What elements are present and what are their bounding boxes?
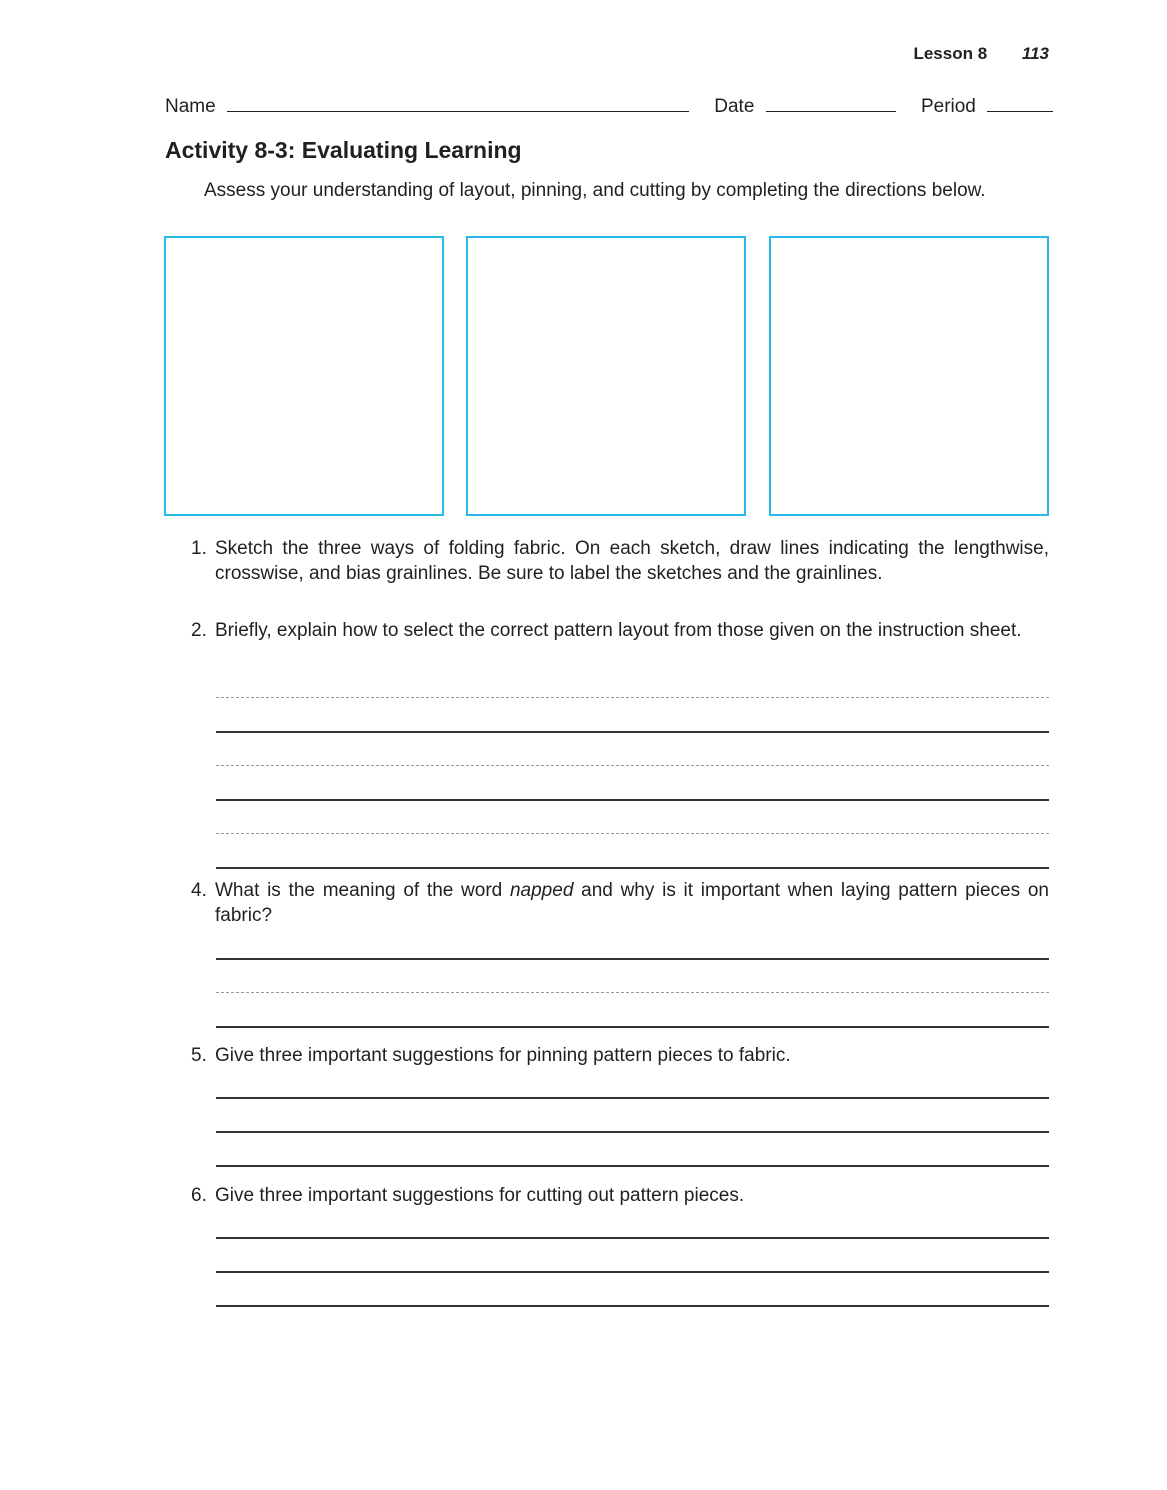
answer-line[interactable] bbox=[216, 992, 1049, 993]
answer-line[interactable] bbox=[216, 833, 1049, 834]
answer-line[interactable] bbox=[216, 1097, 1049, 1099]
answer-line[interactable] bbox=[216, 867, 1049, 869]
answer-line[interactable] bbox=[216, 697, 1049, 698]
question-number: 1. bbox=[191, 538, 207, 559]
name-field[interactable] bbox=[227, 110, 689, 112]
question-text: Briefly, explain how to select the correct pattern layout from those given on the instruction sheet. bbox=[215, 620, 1022, 641]
answer-line[interactable] bbox=[216, 1271, 1049, 1273]
question-text: Give three important suggestions for cutting out pattern pieces. bbox=[215, 1185, 745, 1206]
lesson-label: Lesson 8 bbox=[913, 44, 988, 63]
page-number: 113 bbox=[1021, 44, 1049, 63]
period-field[interactable] bbox=[987, 110, 1053, 112]
answer-line[interactable] bbox=[216, 765, 1049, 766]
sketch-box-3[interactable] bbox=[769, 236, 1049, 516]
question-number: 5. bbox=[191, 1045, 207, 1066]
answer-line[interactable] bbox=[216, 731, 1049, 733]
answer-line[interactable] bbox=[216, 1305, 1049, 1307]
question-number: 2. bbox=[191, 620, 207, 641]
answer-line[interactable] bbox=[216, 958, 1049, 960]
question-number: 6. bbox=[191, 1185, 207, 1206]
question-text: Give three important suggestions for pinning pattern pieces to fabric. bbox=[215, 1045, 791, 1066]
question-2 bbox=[165, 618, 1049, 643]
date-field[interactable] bbox=[766, 110, 896, 112]
activity-title: Activity 8-3: Evaluating Learning bbox=[165, 137, 522, 163]
question-5 bbox=[165, 1043, 1049, 1068]
question-4 bbox=[165, 878, 1049, 928]
question-1 bbox=[165, 536, 1049, 586]
question-text: Sketch the three ways of folding fabric. On each sketch, draw lines indicating the lengthwise, crosswise, and bias grainlines. Be sure to label the sketches and the grainlines. bbox=[215, 538, 1049, 584]
answer-line[interactable] bbox=[216, 1026, 1049, 1028]
name-label: Name bbox=[165, 96, 216, 117]
sketch-box-1[interactable] bbox=[164, 236, 444, 516]
answer-line[interactable] bbox=[216, 1165, 1049, 1167]
sketch-box-2[interactable] bbox=[466, 236, 746, 516]
question-6 bbox=[165, 1183, 1049, 1208]
answer-line[interactable] bbox=[216, 1237, 1049, 1239]
period-label: Period bbox=[920, 96, 976, 117]
activity-intro: Assess your understanding of layout, pinning, and cutting by completing the directions below. bbox=[204, 180, 986, 201]
date-label: Date bbox=[714, 96, 755, 117]
page-header bbox=[913, 44, 1049, 64]
student-info-row bbox=[165, 96, 1049, 118]
question-number: 4. bbox=[191, 880, 207, 901]
emphasized-term: napped bbox=[509, 880, 574, 901]
answer-line[interactable] bbox=[216, 1131, 1049, 1133]
question-text: What is the meaning of the word napped and why is it important when laying pattern pieces on fabric? bbox=[215, 880, 1049, 926]
answer-line[interactable] bbox=[216, 799, 1049, 801]
